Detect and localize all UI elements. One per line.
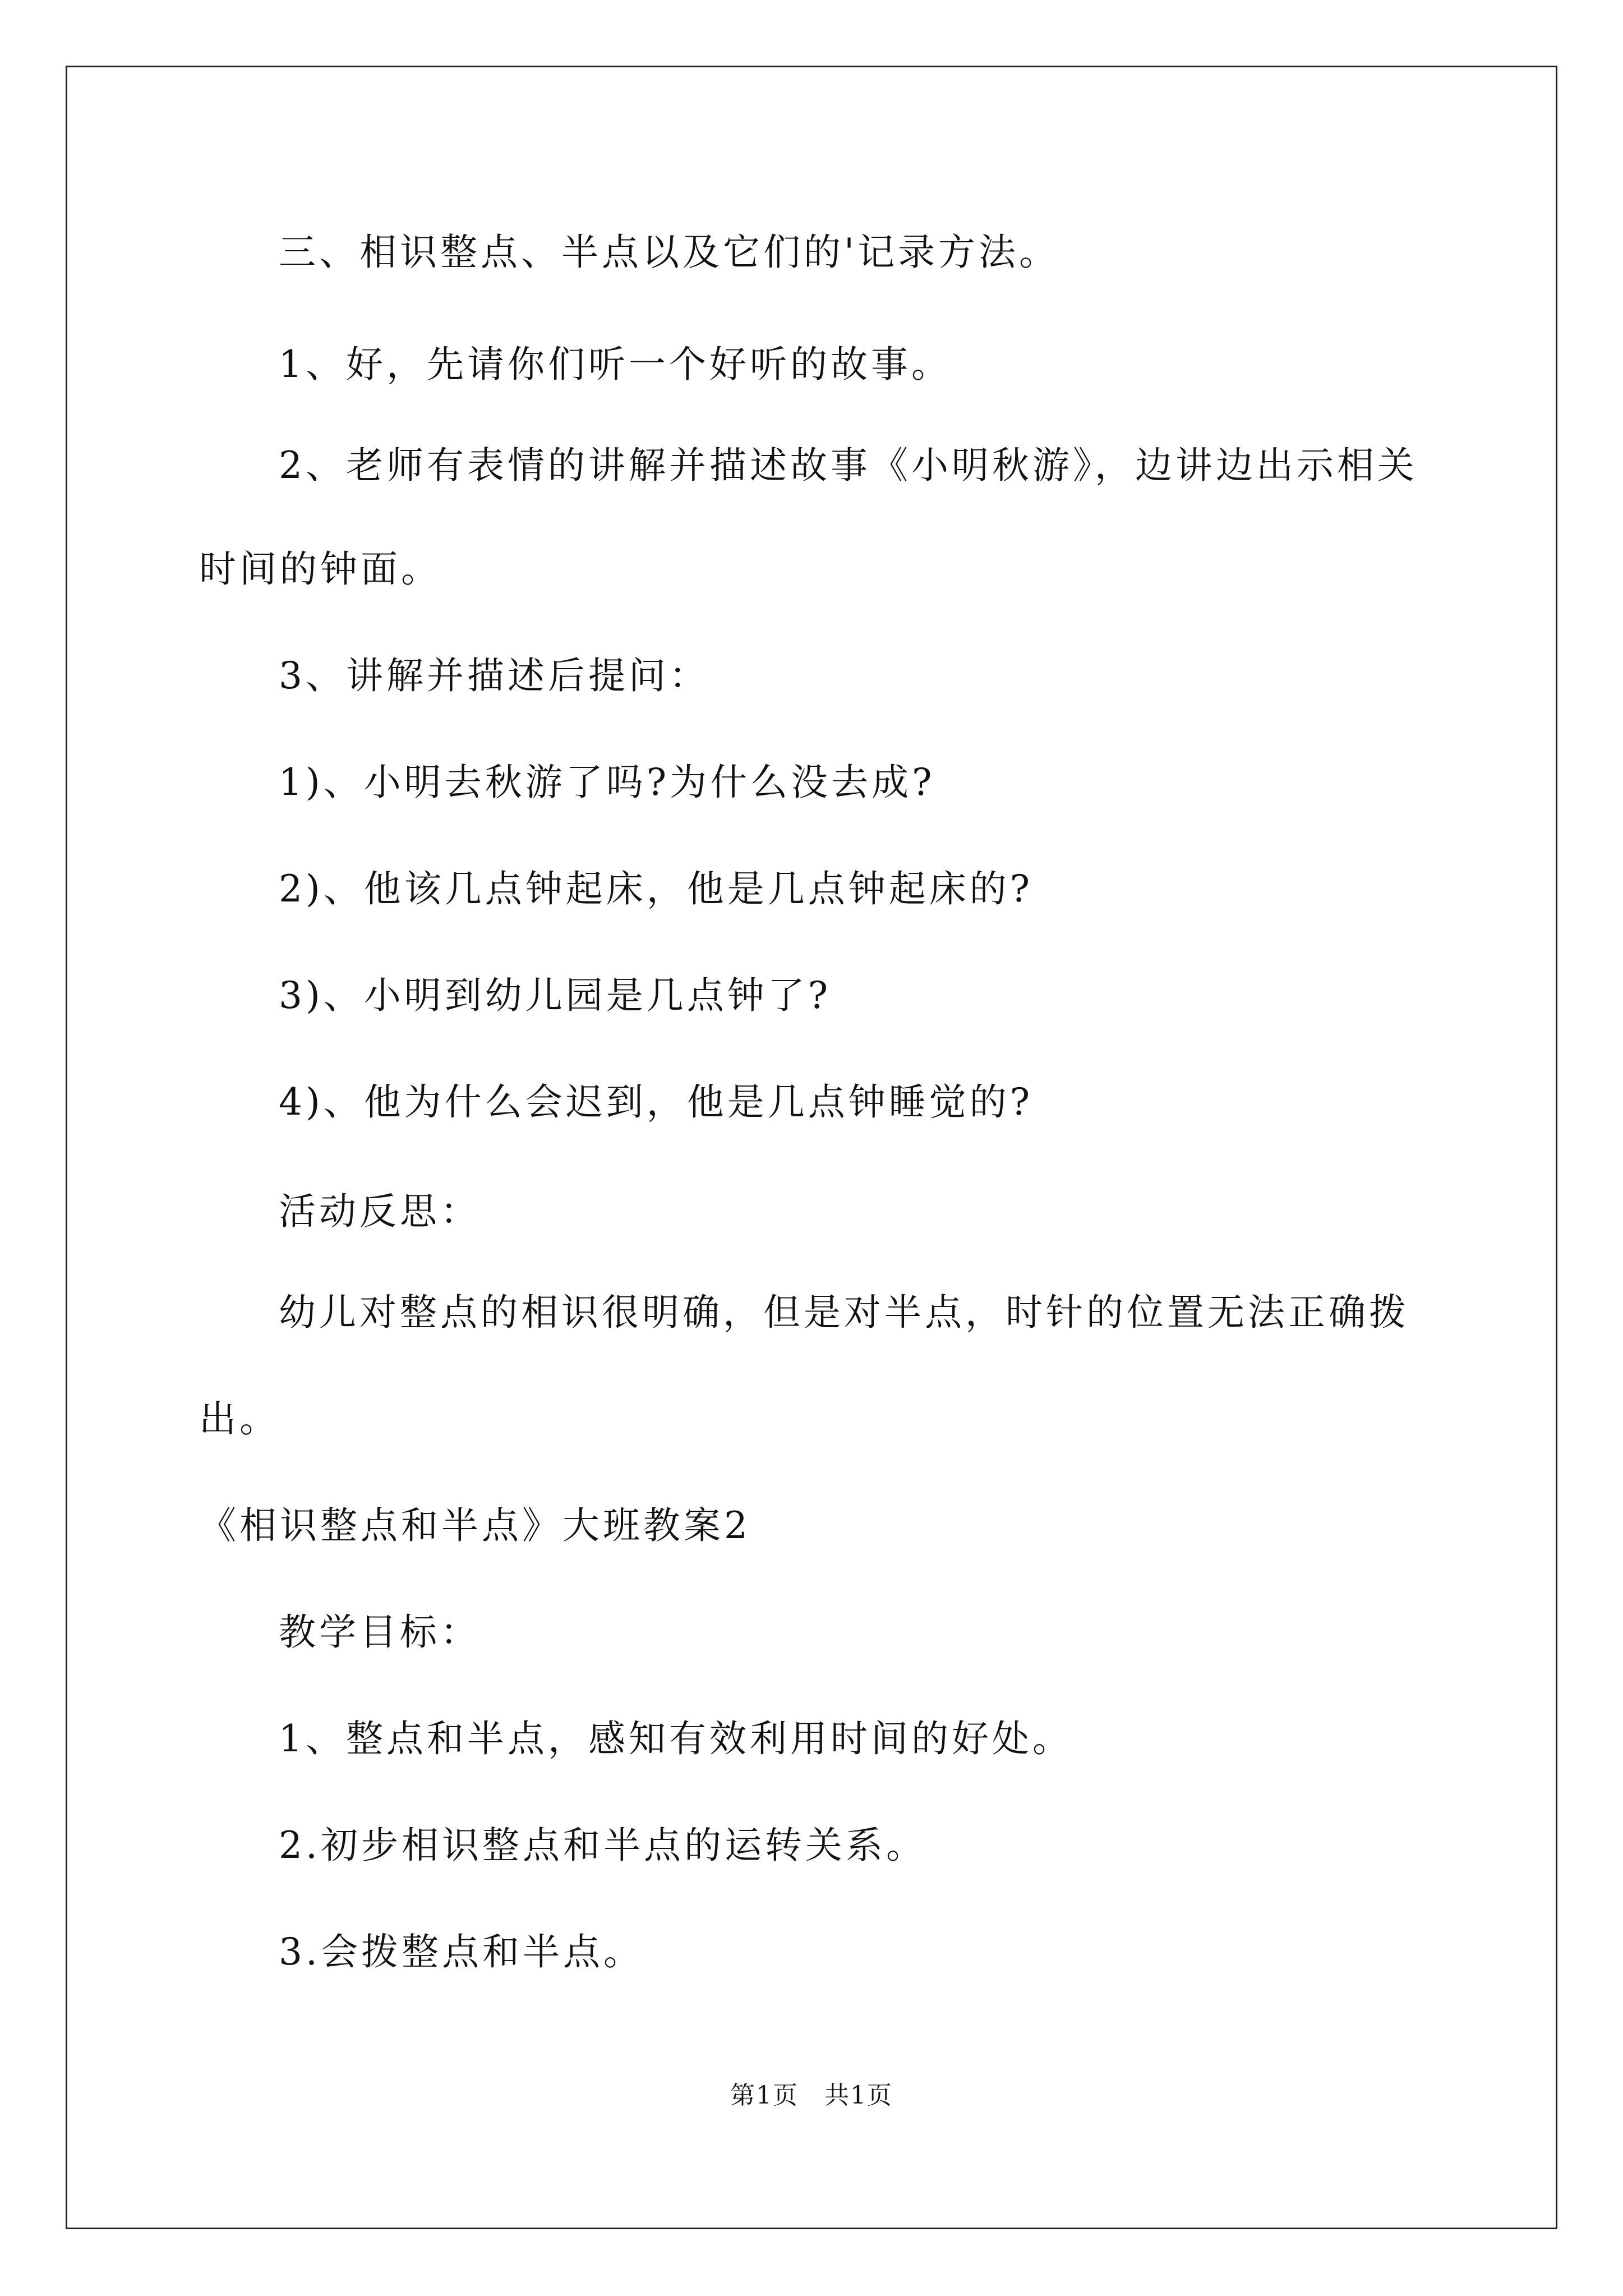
paragraph-line: 1、好，先请你们听一个好听的故事。 xyxy=(279,343,952,386)
paragraph-line: 活动反思： xyxy=(279,1190,481,1233)
paragraph-line: 时间的钟面。 xyxy=(199,547,441,591)
paragraph-line: 3、讲解并描述后提问： xyxy=(279,654,709,697)
paragraph-line: 4)、他为什么会迟到，他是几点钟睡觉的? xyxy=(279,1080,1034,1124)
paragraph-line: 2、老师有表情的讲解并描述故事《小明秋游》，边讲边出示相关 xyxy=(279,444,1418,487)
paragraph-line: 2)、他该几点钟起床，他是几点钟起床的? xyxy=(279,867,1034,910)
paragraph-line: 幼儿对整点的相识很明确，但是对半点，时针的位置无法正确拨 xyxy=(279,1291,1409,1334)
paragraph-line: 3.会拨整点和半点。 xyxy=(279,1930,644,1973)
page-footer: 第1页 共1页 xyxy=(730,2081,893,2110)
paragraph-line: 三、相识整点、半点以及它们的'记录方法。 xyxy=(279,231,1060,274)
paragraph-line: 出。 xyxy=(199,1397,280,1441)
paragraph-line: 2.初步相识整点和半点的运转关系。 xyxy=(279,1824,926,1867)
paragraph-line: 1、整点和半点，感知有效利用时间的好处。 xyxy=(279,1717,1073,1760)
paragraph-line: 3)、小明到幼儿园是几点钟了? xyxy=(279,974,832,1017)
paragraph-line: 教学目标： xyxy=(279,1611,481,1654)
page-border xyxy=(66,66,1557,2229)
section-heading: 《相识整点和半点》大班教案2 xyxy=(199,1504,751,1547)
paragraph-line: 1)、小明去秋游了吗?为什么没去成? xyxy=(279,761,935,804)
